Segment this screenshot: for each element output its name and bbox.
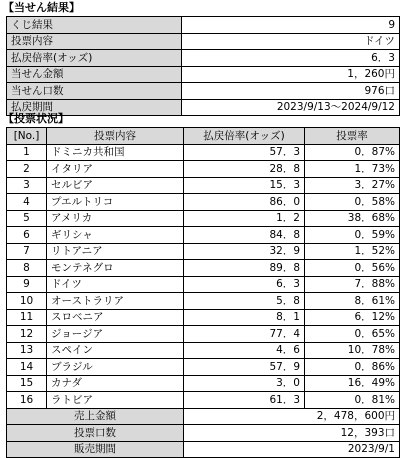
footer-label: 投票口数 — [7, 425, 184, 442]
result-label: 当せん口数 — [7, 83, 182, 100]
row-no: 7 — [7, 243, 47, 260]
footer-row — [7, 441, 400, 458]
row-no: 14 — [7, 359, 47, 376]
status-row — [7, 210, 400, 227]
result-row — [7, 33, 400, 50]
footer-label: 販売期間 — [7, 441, 184, 458]
row-team: ブラジル — [47, 359, 184, 376]
header-odds: 払戻倍率(オッズ) — [184, 128, 305, 145]
row-team: スロベニア — [47, 309, 184, 326]
footer-value: 12，393口 — [184, 425, 400, 442]
row-team: リトアニア — [47, 243, 184, 260]
row-no: 9 — [7, 276, 47, 293]
status-row — [7, 227, 400, 244]
row-odds: 84．8 — [184, 227, 305, 244]
result-value: 2023/9/13～2024/9/12 — [182, 99, 400, 116]
row-rate: 1．52% — [305, 243, 400, 260]
row-rate: 10．78% — [305, 342, 400, 359]
row-no: 16 — [7, 392, 47, 409]
footer-row — [7, 425, 400, 442]
row-team: モンテネグロ — [47, 260, 184, 277]
row-odds: 57．3 — [184, 144, 305, 161]
row-no: 12 — [7, 326, 47, 343]
result-label: 払戻期間 — [7, 99, 182, 116]
result-label: 払戻倍率(オッズ) — [7, 50, 182, 67]
row-no: 8 — [7, 260, 47, 277]
row-odds: 61．3 — [184, 392, 305, 409]
result-row — [7, 83, 400, 100]
status-row — [7, 309, 400, 326]
row-odds: 4．6 — [184, 342, 305, 359]
row-team: スペイン — [47, 342, 184, 359]
row-no: 15 — [7, 375, 47, 392]
row-rate: 0．86% — [305, 359, 400, 376]
row-odds: 8．1 — [184, 309, 305, 326]
result-label: くじ結果 — [7, 17, 182, 34]
status-row — [7, 161, 400, 178]
footer-label: 売上金額 — [7, 408, 184, 425]
row-rate: 16．49% — [305, 375, 400, 392]
status-row — [7, 243, 400, 260]
header-no: [No.] — [7, 128, 47, 145]
row-rate: 0．58% — [305, 194, 400, 211]
row-team: ドイツ — [47, 276, 184, 293]
result-label: 当せん金額 — [7, 66, 182, 83]
row-no: 10 — [7, 293, 47, 310]
result-value: ドイツ — [182, 33, 400, 50]
row-team: オーストラリア — [47, 293, 184, 310]
row-odds: 32．9 — [184, 243, 305, 260]
row-rate: 0．81% — [305, 392, 400, 409]
row-team: ジョージア — [47, 326, 184, 343]
row-rate: 0．87% — [305, 144, 400, 161]
status-row — [7, 177, 400, 194]
footer-value: 2，478，600円 — [184, 408, 400, 425]
row-odds: 89．8 — [184, 260, 305, 277]
row-team: ギリシャ — [47, 227, 184, 244]
row-odds: 15．3 — [184, 177, 305, 194]
status-row — [7, 276, 400, 293]
row-rate: 38．68% — [305, 210, 400, 227]
row-odds: 77．4 — [184, 326, 305, 343]
row-team: プエルトリコ — [47, 194, 184, 211]
row-team: ラトビア — [47, 392, 184, 409]
row-rate: 1．73% — [305, 161, 400, 178]
status-row — [7, 144, 400, 161]
status-row — [7, 375, 400, 392]
row-team: ドミニカ共和国 — [47, 144, 184, 161]
status-section-title: 【投票状況】 — [3, 112, 69, 125]
status-row — [7, 194, 400, 211]
row-odds: 57．9 — [184, 359, 305, 376]
row-rate: 8．61% — [305, 293, 400, 310]
result-label: 投票内容 — [7, 33, 182, 50]
footer-row — [7, 408, 400, 425]
status-row — [7, 342, 400, 359]
row-team: セルビア — [47, 177, 184, 194]
footer-value: 2023/9/1 — [184, 441, 400, 458]
status-table — [6, 127, 400, 458]
status-row — [7, 359, 400, 376]
status-header-row — [7, 128, 400, 145]
row-odds: 1．2 — [184, 210, 305, 227]
row-no: 2 — [7, 161, 47, 178]
result-value: 6．3 — [182, 50, 400, 67]
header-rate: 投票率 — [305, 128, 400, 145]
row-no: 4 — [7, 194, 47, 211]
row-no: 6 — [7, 227, 47, 244]
row-team: アメリカ — [47, 210, 184, 227]
row-rate: 6．12% — [305, 309, 400, 326]
row-no: 13 — [7, 342, 47, 359]
row-team: カナダ — [47, 375, 184, 392]
status-row — [7, 326, 400, 343]
status-row — [7, 293, 400, 310]
row-odds: 6．3 — [184, 276, 305, 293]
result-row — [7, 50, 400, 67]
row-team: イタリア — [47, 161, 184, 178]
result-row — [7, 17, 400, 34]
row-rate: 0．59% — [305, 227, 400, 244]
row-rate: 0．65% — [305, 326, 400, 343]
status-row — [7, 260, 400, 277]
row-rate: 7．88% — [305, 276, 400, 293]
row-odds: 28．8 — [184, 161, 305, 178]
row-rate: 0．56% — [305, 260, 400, 277]
result-row — [7, 66, 400, 83]
result-value: 9 — [182, 17, 400, 34]
header-team: 投票内容 — [47, 128, 184, 145]
row-no: 5 — [7, 210, 47, 227]
row-odds: 86．0 — [184, 194, 305, 211]
row-no: 3 — [7, 177, 47, 194]
row-no: 11 — [7, 309, 47, 326]
result-value: 976口 — [182, 83, 400, 100]
result-section-title: 【当せん結果】 — [3, 1, 80, 14]
status-row — [7, 392, 400, 409]
result-value: 1，260円 — [182, 66, 400, 83]
result-table — [6, 16, 400, 116]
row-no: 1 — [7, 144, 47, 161]
row-rate: 3．27% — [305, 177, 400, 194]
row-odds: 3．0 — [184, 375, 305, 392]
row-odds: 5．8 — [184, 293, 305, 310]
